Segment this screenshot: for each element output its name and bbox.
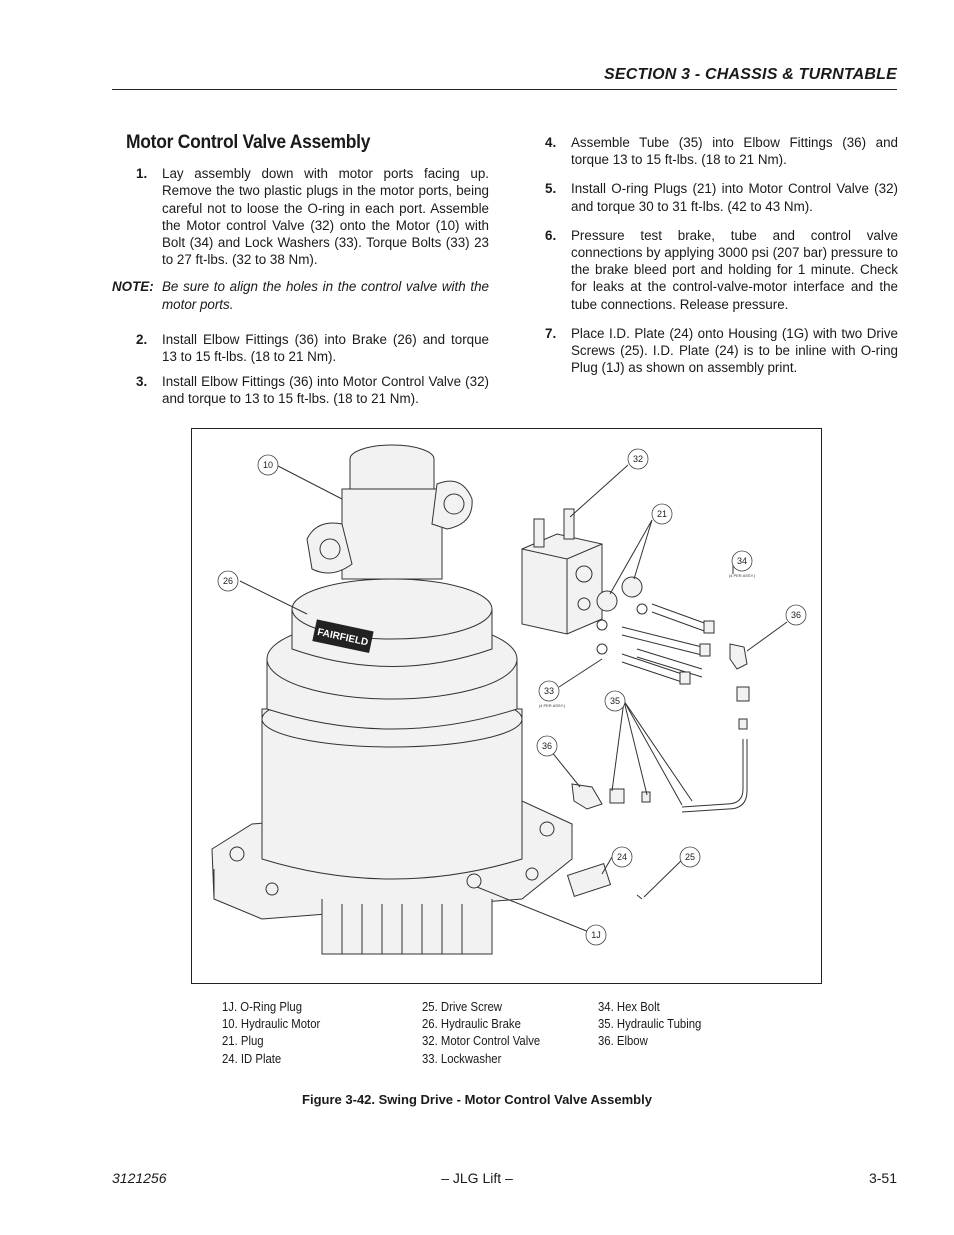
svg-text:1J: 1J — [591, 930, 601, 940]
callout-25 — [680, 847, 700, 867]
plug — [597, 591, 617, 611]
callout-26 — [218, 571, 238, 591]
callout-36 — [786, 605, 806, 625]
section-title: SECTION 3 - CHASSIS & TURNTABLE — [603, 66, 897, 83]
right-column — [538, 134, 898, 388]
step-number: 6. — [545, 227, 557, 243]
step-text: Lay assembly down with motor ports facing up. Remove the two plastic plugs in the motor ports, being careful not to loose the O-ring in each port. Assemble the Motor control Valve (32) onto the Motor (10) with Bolt (34) and Lock Washers (33). Torque Bolts (33) 23 to 27 ft-lbs. (32 to 38 Nm). — [162, 166, 489, 268]
note-text: Be sure to align the holes in the control valve with the motor ports. — [162, 279, 489, 312]
step-2 — [112, 331, 489, 365]
header-rule — [112, 89, 897, 90]
step-text: Pressure test brake, tube and control valve connections by applying 3000 psi (207 bar) pressure to the brake bleed port and holding for 1 minute. Check for leaks at the control-valve-motor interface and the tube connections. Release pressure. — [571, 227, 898, 312]
step-text: Assemble Tube (35) into Elbow Fittings (36) and torque 13 to 15 ft-lbs. (18 to 21 Nm). — [571, 135, 898, 168]
note-label: NOTE: — [112, 279, 154, 295]
legend-column-1 — [222, 999, 320, 1068]
legend-column-3 — [598, 999, 701, 1051]
legend-column-2 — [422, 999, 540, 1068]
motor-neck — [350, 459, 434, 489]
bolt-qty-note: (4 PER ASSY.) — [728, 573, 756, 578]
step-number: 1. — [136, 166, 148, 182]
step-text: Place I.D. Plate (24) onto Housing (1G) with two Drive Screws (25). I.D. Plate (24) is to be inline with O-ring Plug (1J) as shown on assembly print. — [571, 325, 898, 376]
assembly-drawing — [192, 429, 821, 983]
legend-item: 32. Motor Control Valve — [422, 1034, 541, 1049]
callout-24 — [612, 847, 632, 867]
step-text: Install Elbow Fittings (36) into Brake (26) and torque 13 to 15 ft-lbs. (18 to 21 Nm). — [162, 331, 489, 365]
legend-item: 35. Hydraulic Tubing — [598, 1017, 702, 1032]
doc-number: 3121256 — [112, 1170, 167, 1186]
callout-32 — [628, 449, 648, 469]
step-4 — [538, 134, 898, 168]
svg-text:36: 36 — [541, 741, 553, 751]
legend-item: 26. Hydraulic Brake — [422, 1017, 521, 1032]
tube-nut — [737, 687, 749, 701]
callout-36-lower — [537, 736, 557, 756]
svg-text:32: 32 — [632, 454, 644, 464]
lockwasher — [597, 620, 607, 630]
callout-10 — [258, 455, 278, 475]
svg-text:21: 21 — [656, 509, 668, 519]
legend-item: 21. Plug — [222, 1034, 264, 1049]
left-column — [112, 134, 489, 416]
svg-text:34: 34 — [736, 556, 748, 566]
motor-body — [342, 489, 442, 579]
legend-item: 25. Drive Screw — [422, 1000, 503, 1014]
step-text: Install Elbow Fittings (36) into Motor Control Valve (32) and torque to 13 to 15 ft-lbs. (18 to 21 Nm). — [162, 374, 489, 407]
lockwasher — [637, 604, 647, 614]
svg-text:26: 26 — [222, 576, 234, 586]
publisher: – JLG Lift – — [441, 1170, 513, 1186]
elbow-fitting — [572, 784, 602, 809]
step-number: 7. — [545, 325, 557, 341]
step-3 — [112, 373, 489, 407]
legend-item: 24. ID Plate — [222, 1051, 282, 1066]
step-text: Install O-ring Plugs (21) into Motor Control Valve (32) and torque 30 to 31 ft-lbs. (42 to 43 Nm). — [571, 181, 898, 214]
tube-nut — [610, 789, 624, 803]
valve-cartridge — [564, 509, 574, 539]
legend-item: 34. Hex Bolt — [598, 1000, 660, 1014]
id-plate — [568, 864, 611, 897]
page-number: 3-51 — [868, 1170, 897, 1186]
pinion-gear — [322, 899, 492, 954]
washer-qty-note: (4 PER ASSY.) — [538, 703, 566, 708]
plug — [622, 577, 642, 597]
callout-1j — [586, 925, 606, 945]
step-number: 5. — [545, 181, 557, 197]
svg-text:25: 25 — [684, 852, 696, 862]
step-7 — [538, 325, 898, 377]
brand-plate-text: FAIRFIELD — [316, 626, 370, 649]
legend-item: 10. Hydraulic Motor — [222, 1017, 321, 1032]
step-5 — [538, 180, 898, 214]
hex-bolts — [622, 604, 714, 684]
step-1 — [112, 165, 489, 268]
tube-sleeve — [739, 719, 747, 729]
elbow-fitting — [730, 644, 747, 669]
svg-text:24: 24 — [616, 852, 628, 862]
legend-item: 36. Elbow — [598, 1034, 648, 1049]
assembly-figure — [191, 428, 822, 984]
housing — [262, 709, 522, 879]
step-number: 4. — [545, 135, 557, 150]
valve-cartridge — [534, 519, 544, 547]
svg-text:36: 36 — [790, 610, 802, 620]
callout-35 — [605, 691, 625, 711]
motor-lug — [432, 481, 472, 529]
tube-sleeve — [642, 792, 650, 802]
lockwasher — [597, 644, 607, 654]
note — [112, 278, 489, 312]
hydraulic-tube — [682, 739, 743, 807]
svg-text:33: 33 — [543, 686, 555, 696]
svg-text:35: 35 — [609, 696, 621, 706]
legend-item: 1J. O-Ring Plug — [222, 1000, 303, 1014]
section-heading: Motor Control Valve Assembly — [126, 132, 371, 153]
drive-screw — [637, 895, 642, 899]
callout-34 — [732, 551, 752, 571]
callout-33 — [539, 681, 559, 701]
legend-item: 33. Lockwasher — [422, 1051, 502, 1066]
step-number: 2. — [136, 331, 148, 347]
svg-text:10: 10 — [262, 460, 274, 470]
figure-caption: Figure 3-42. Swing Drive - Motor Control Valve Assembly — [302, 1092, 652, 1107]
step-number: 3. — [136, 374, 148, 390]
callout-21 — [652, 504, 672, 524]
step-6 — [538, 227, 898, 313]
